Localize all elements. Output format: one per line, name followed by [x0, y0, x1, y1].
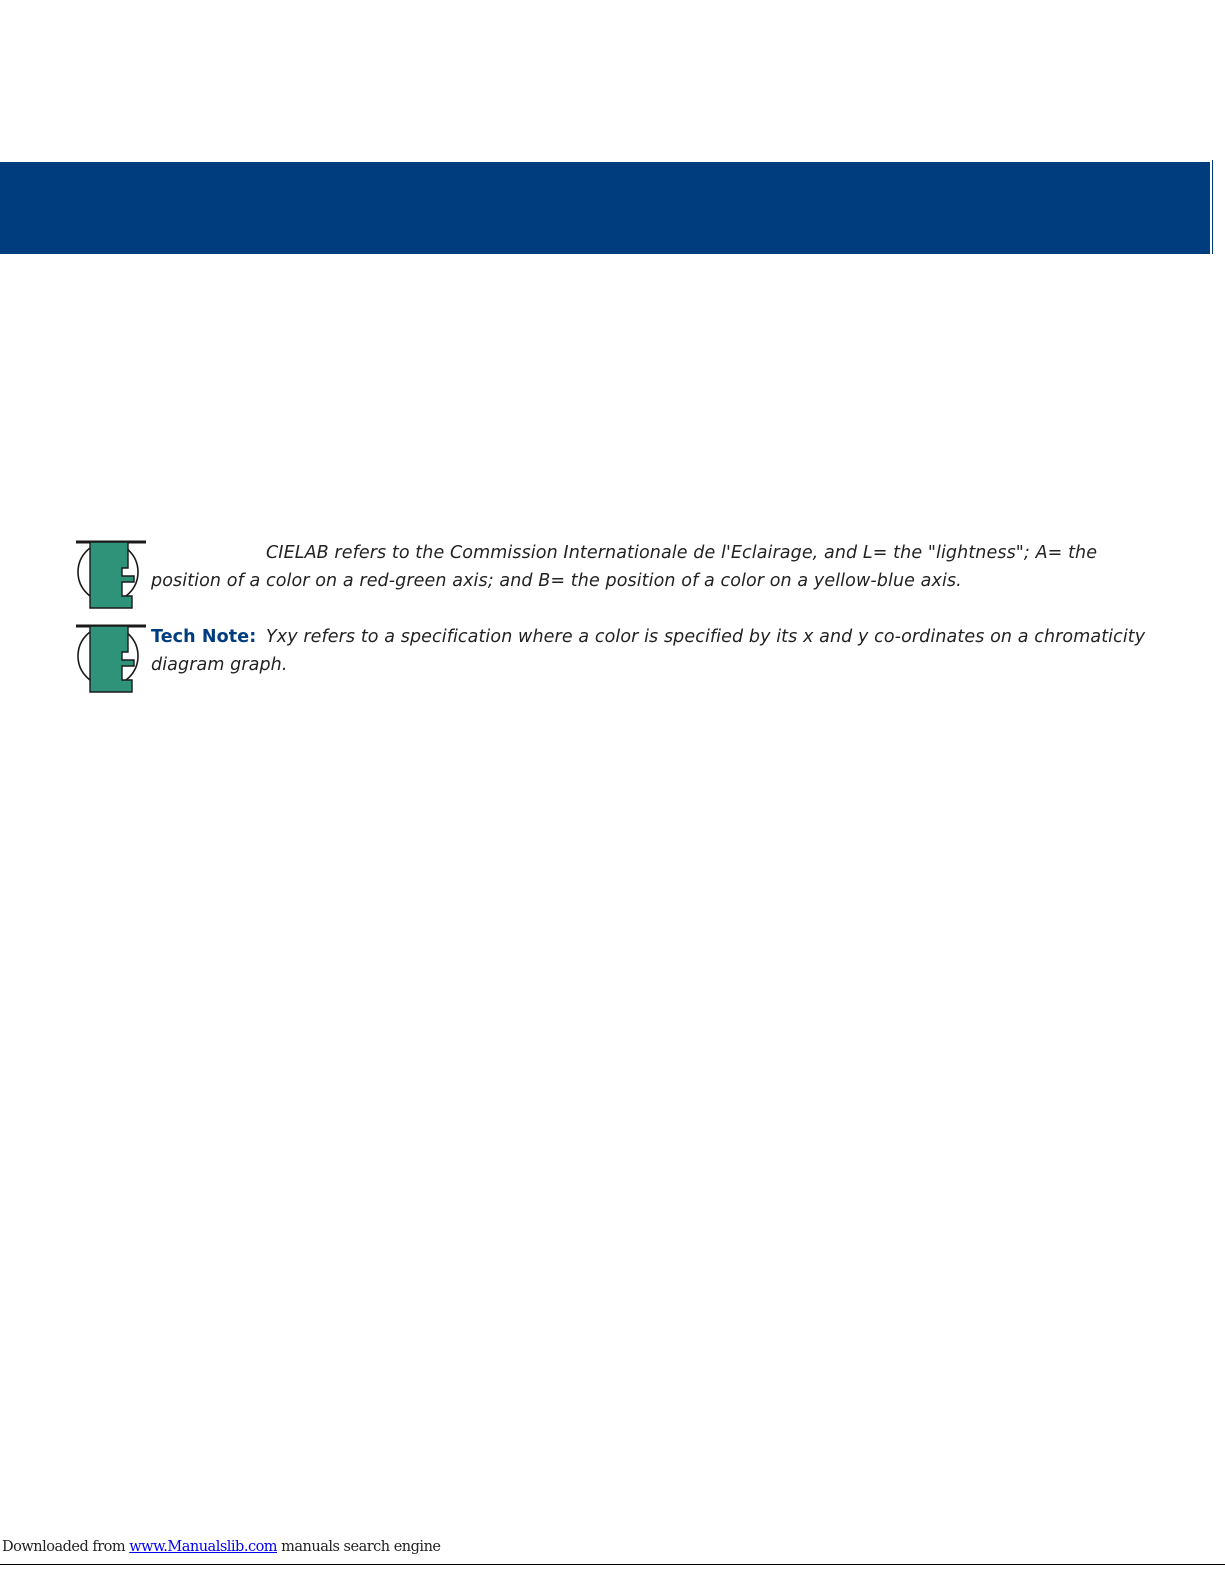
tech-note-icon	[76, 538, 148, 610]
footer-rule	[0, 1564, 1225, 1565]
header-band	[0, 162, 1210, 254]
footer-prefix: Downloaded from	[2, 1539, 126, 1555]
footer-suffix: manuals search engine	[281, 1539, 441, 1555]
footer-source-line	[2, 1539, 441, 1555]
tech-note-icon	[76, 622, 148, 694]
manualslib-link[interactable]: www.Manualslib.com	[129, 1539, 278, 1555]
tech-note-label: Tech Note:	[151, 627, 257, 647]
header-edge-rule	[1212, 160, 1213, 254]
tech-note-body: Yxy refers to a specification where a color is specified by its x and y co-ordinates on a chromaticity diagram graph.	[151, 627, 1146, 675]
tech-note-body: CIELAB refers to the Commission Internationale de l'Eclairage, and L= the "lightness"; A= the position of a color on a red-green axis; and B= the position of a color on a yellow-blue axis.	[151, 543, 1098, 591]
